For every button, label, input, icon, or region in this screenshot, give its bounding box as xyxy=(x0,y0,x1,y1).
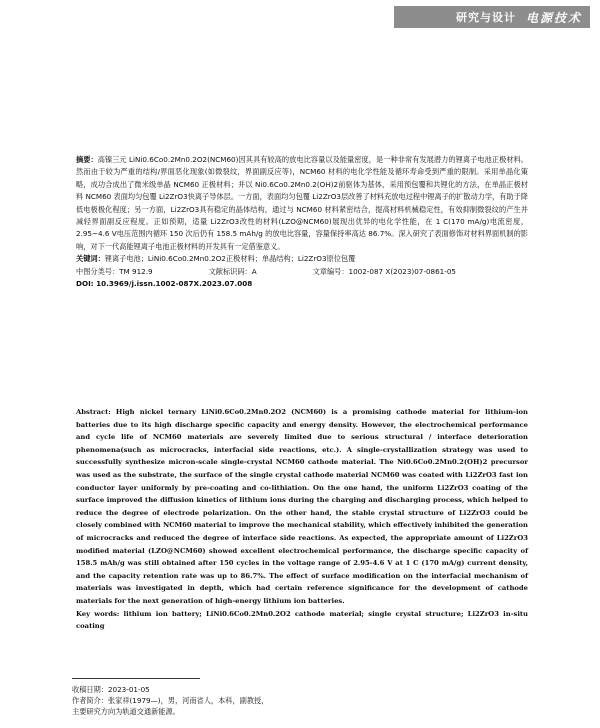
cn-keywords-text: 锂离子电池；LiNi0.6Co0.2Mn0.2O2正极材料；单晶结构；Li2ZrO3原位包覆 xyxy=(104,254,356,264)
chinese-abstract-block xyxy=(76,154,528,290)
english-abstract-block xyxy=(76,406,528,633)
en-abstract-text: High nickel ternary LiNi0.6Co0.2Mn0.2O2 (NCM60) is a promising cathode material for lithium-ion batteries due to its high discharge specific capacity and energy density. However, the electrochemical performance and cycle life of NCM60 materials are severely limited due to serious structural / interface deterioration phenomena(such as microcracks, interfacial side reactions, etc.). A single-crystallization strategy was used to successfully synthesize micron-scale single-crystal NCM60 cathode material. The Ni0.6Co0.2Mn0.2(OH)2 precursor was used as the substrate, the surface of the single crystal cathode material NCM60 was coated with Li2ZrO3 fast ion conductor layer uniformly by pre-coating and co-lithiation. On the one hand, the uniform Li2ZrO3 coating of the surface improved the diffusion kinetics of lithium ions during the charging and discharging process, which helped to reduce the degree of electrode polarization. On the other hand, the stable crystal structure of Li2ZrO3 could be closely combined with NCM60 material to improve the mechanical stability, which effectively inhibited the generation of microcracks and reduced the degree of interface side reactions. As expected, the appropriate amount of Li2ZrO3 modified material (LZO@NCM60) showed excellent electrochemical performance, the discharge specific capacity of 158.5 mAh/g was still obtained after 150 cycles in the voltage range of 2.95-4.6 V at 1 C (170 mA/g) current density, and the capacity retention rate was up to 86.7%. The effect of surface modification on the interfacial mechanism of materials was investigated in depth, which had certain reference significance for the development of cathode materials for the next generation of high-energy lithium ion batteries. xyxy=(76,408,529,605)
cn-abstract xyxy=(76,154,528,253)
article-number: 文章编号：1002-087 X(2023)07-0861-05 xyxy=(312,266,456,276)
document-code: 文献标识码：A xyxy=(208,266,257,276)
cn-abstract-label: 摘要： xyxy=(76,155,98,164)
en-keywords-text: lithium ion battery; LiNi0.6Co0.2Mn0.2O2 cathode material; single crystal structure; Li2ZrO3 in-situ coating xyxy=(76,609,528,631)
en-keywords xyxy=(76,608,528,633)
en-keywords-label: Key words: xyxy=(76,609,120,618)
footnote-block xyxy=(72,684,532,717)
research-area: 主要研究方向为轨道交通新能源。 xyxy=(72,707,180,716)
doi: DOI: 10.3969/j.issn.1002-087X.2023.07.008 xyxy=(76,279,253,289)
en-abstract xyxy=(76,406,528,608)
journal-name: 电源技术 xyxy=(525,10,582,25)
cn-keywords-label: 关键词： xyxy=(76,254,105,264)
footnote-divider xyxy=(72,678,200,679)
clc-number: 中图分类号：TM 912.9 xyxy=(76,266,153,276)
en-abstract-label: Abstract: xyxy=(76,408,111,416)
author-intro: 作者简介：张家祥(1979—)，男，河南省人，本科，副教授， xyxy=(72,696,269,705)
received-date: 收稿日期：2023-01-05 xyxy=(72,685,150,694)
cn-classification-line xyxy=(76,266,456,278)
cn-keywords xyxy=(76,253,528,265)
journal-header-banner xyxy=(394,6,590,28)
cn-abstract-text: 高镍三元 LiNi0.6Co0.2Mn0.2O2(NCM60)因其具有较高的放电比容量以及能量密度，是一种非常有发展潜力的锂离子电池正极材料。然而由于较为严重的结构/界面恶化现象(如微裂纹，界面副反应等)，NCM60 材料的电化学性能及循环寿命受到严重的限制。采用单晶化策略，成功合成出了微米级单晶 NCM60 正极材料；并以 Ni0.6Co0.2Mn0.2(OH)2前驱体为基体，采用预包覆和共锂化的方法，在单晶正极材料 NCM60 表面均匀包覆 Li2ZrO3快离子导体层。一方面，表面均匀包覆 Li2ZrO3层改善了材料充放电过程中锂离子的扩散动力学，有助于降低电极极化程度；另一方面，Li2ZrO3具有稳定的晶体结构，通过与 NCM60 材料紧密结合，提高材料机械稳定性，有效抑制微裂纹的产生并减轻界面副反应程度。正如预期，适量 Li2ZrO3改性的材料(LZO@NCM60)展现出优异的电化学性能，在 1 C(170 mA/g)电流密度，2.95~4.6 V电压范围内循环 150 次后仍有 158.5 mAh/g 的放电比容量，容量保持率高达 86.7%。深入研究了表面修饰对材料界面机制的影响，对下一代高能锂离子电池正极材料的开发具有一定借鉴意义。 xyxy=(76,155,528,251)
section-label: 研究与设计 xyxy=(455,11,516,24)
